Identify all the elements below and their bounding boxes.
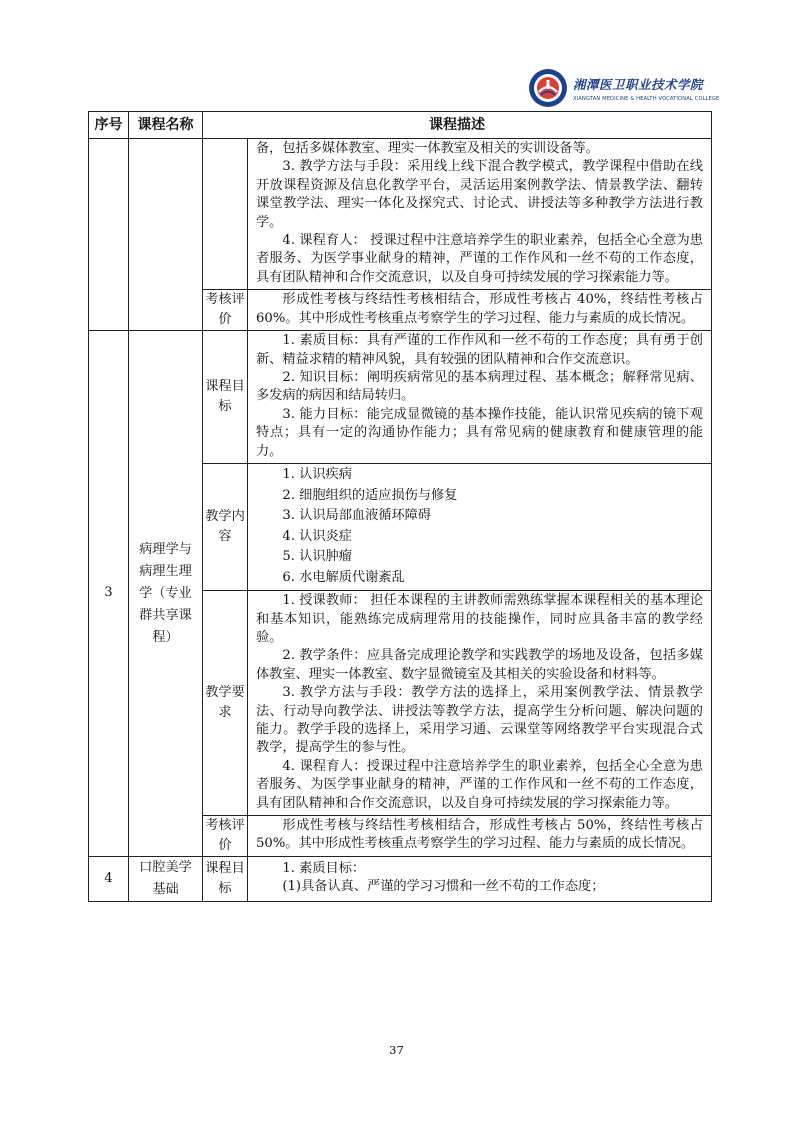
course3-goal-3: 3. 能力目标：能完成显微镜的基本操作技能，能认识常见疾病的镜下观特点；具有一定的沟通协作能力；具有常见病的健康教育和健康管理的能力。 [256, 406, 703, 459]
course4-name: 口腔美学基础 [129, 856, 203, 901]
course4-goals [248, 856, 712, 901]
course3-content-4: 4. 认识炎症 [282, 528, 352, 544]
course3-goal-2: 2. 知识目标：阐明疾病常见的基本病理过程、基本概念；解释常见病、多发病的病因和结局转归。 [256, 370, 703, 404]
course4-goals-label: 课程目标 [203, 856, 248, 901]
course3-goal-1: 1. 素质目标：具有严谨的工作作风和一丝不苟的工作态度；具有勇于创新、精益求精的精神风貌，具有较强的团队精神和合作交流意识。 [256, 333, 703, 367]
course3-req-2: 2. 教学条件：应具备完成理论教学和实践教学的场地及设备，包括多媒体教室、理实一体教室、数字显微镜室及其相关的实验设备和材料等。 [256, 648, 703, 682]
course3-content-2: 2. 细胞组织的适应损伤与修复 [282, 487, 458, 503]
course3-goals-label: 课程目标 [203, 331, 248, 464]
course3-idx: 3 [89, 331, 129, 857]
course3-content [248, 464, 712, 591]
header-course-name: 课程名称 [129, 112, 203, 139]
cont-idx-cell [89, 139, 129, 331]
college-logo [528, 66, 718, 110]
table-row [89, 331, 712, 464]
course3-req-3: 3. 教学方法与手段：教学方法的选择上，采用案例教学法、情景教学法、行动导向教学法、讲授法等教学方法，提高学生分析问题、解决问题的能力。教学手段的选择上，采用学习通、云课堂等网络教学平台实现混合式教学，提高学生的参与性。 [256, 685, 703, 756]
table-header-row [89, 112, 712, 139]
course3-req [248, 591, 712, 816]
course3-assess-para: 形成性考核与终结性考核相结合，形成性考核占 50%，终结性考核占 50%。其中形成性考核重点考察学生的学习过程、能力与素质的成长情况。 [256, 818, 703, 852]
course3-content-3: 3. 认识局部血液循环障碍 [282, 508, 432, 524]
cont-name-cell [129, 139, 203, 331]
cont-para-3: 4. 课程育人： 授课过程中注意培养学生的职业素养，包括全心全意为患者服务、为医学事业献身的精神，严谨的工作作风和一丝不苟的工作态度，具有团队精神和合作交流意识，以及自身可持续发展的学习探索能力等。 [256, 233, 703, 285]
course3-req-4: 4. 课程育人：授课过程中注意培养学生的职业素养，包括全心全意为患者服务、为医学事业献身的精神，严谨的工作作风和一丝不苟的工作态度，具有团队精神和合作交流意识，以及自身可持续发展的学习探索能力等。 [256, 758, 703, 811]
college-seal-icon [528, 68, 568, 108]
cont-para-2: 3. 教学方法与手段：采用线上线下混合教学模式，教学课程中借助在线开放课程资源及信息化教学平台，灵活运用案例教学法、情景教学法、翻转课堂教学法、理实一体化及探究式、讨论式、讲授法等多种教学方法进行教学。 [256, 159, 703, 230]
cont-desc-cell [248, 139, 712, 290]
course3-req-1: 1. 授课教师： 担任本课程的主讲教师需熟练掌握本课程相关的基本理论和基本知识，能熟练完成病理常用的技能操作，同时应具备丰富的教学经验。 [256, 593, 703, 645]
course4-idx: 4 [89, 856, 129, 901]
course3-content-6: 6. 水电解质代谢紊乱 [282, 569, 405, 585]
page-number: 37 [389, 1043, 404, 1057]
college-name-cn: 湘潭医卫职业技术学院 [573, 76, 704, 92]
course4-goal-2: (1)具备认真、严谨的学习习惯和一丝不苟的工作态度； [282, 879, 605, 895]
course3-content-label: 教学内容 [203, 464, 248, 591]
course4-goal-1: 1. 素质目标： [282, 861, 366, 877]
college-name-en: XIANGTAN MEDICINE & HEALTH VOCATIONAL COLLEGE [573, 95, 720, 102]
course3-assess-label: 考核评价 [203, 815, 248, 856]
table-row [89, 856, 712, 901]
cont-assess-label: 考核评价 [203, 290, 248, 331]
header-idx: 序号 [89, 112, 129, 139]
cont-para-1: 备，包括多媒体教室、理实一体教室及相关的实训设备等。 [256, 141, 599, 156]
table-row [89, 139, 712, 290]
course3-content-1: 1. 认识疾病 [282, 467, 352, 483]
cont-assess-para: 形成性考核与终结性考核相结合，形成性考核占 40%，终结性考核占 60%。其中形成性考核重点考察学生的学习过程、能力与素质的成长情况。 [256, 292, 703, 326]
course3-name: 病理学与病理生理学（专业群共享课程） [129, 331, 203, 857]
cont-sub-cell [203, 139, 248, 290]
course3-goals [248, 331, 712, 464]
cont-assess-text [248, 290, 712, 331]
header-course-desc: 课程描述 [203, 112, 712, 139]
course3-req-label: 教学要求 [203, 591, 248, 816]
course3-content-5: 5. 认识肿瘤 [282, 549, 352, 565]
course3-assess [248, 815, 712, 856]
course-table [88, 111, 712, 902]
